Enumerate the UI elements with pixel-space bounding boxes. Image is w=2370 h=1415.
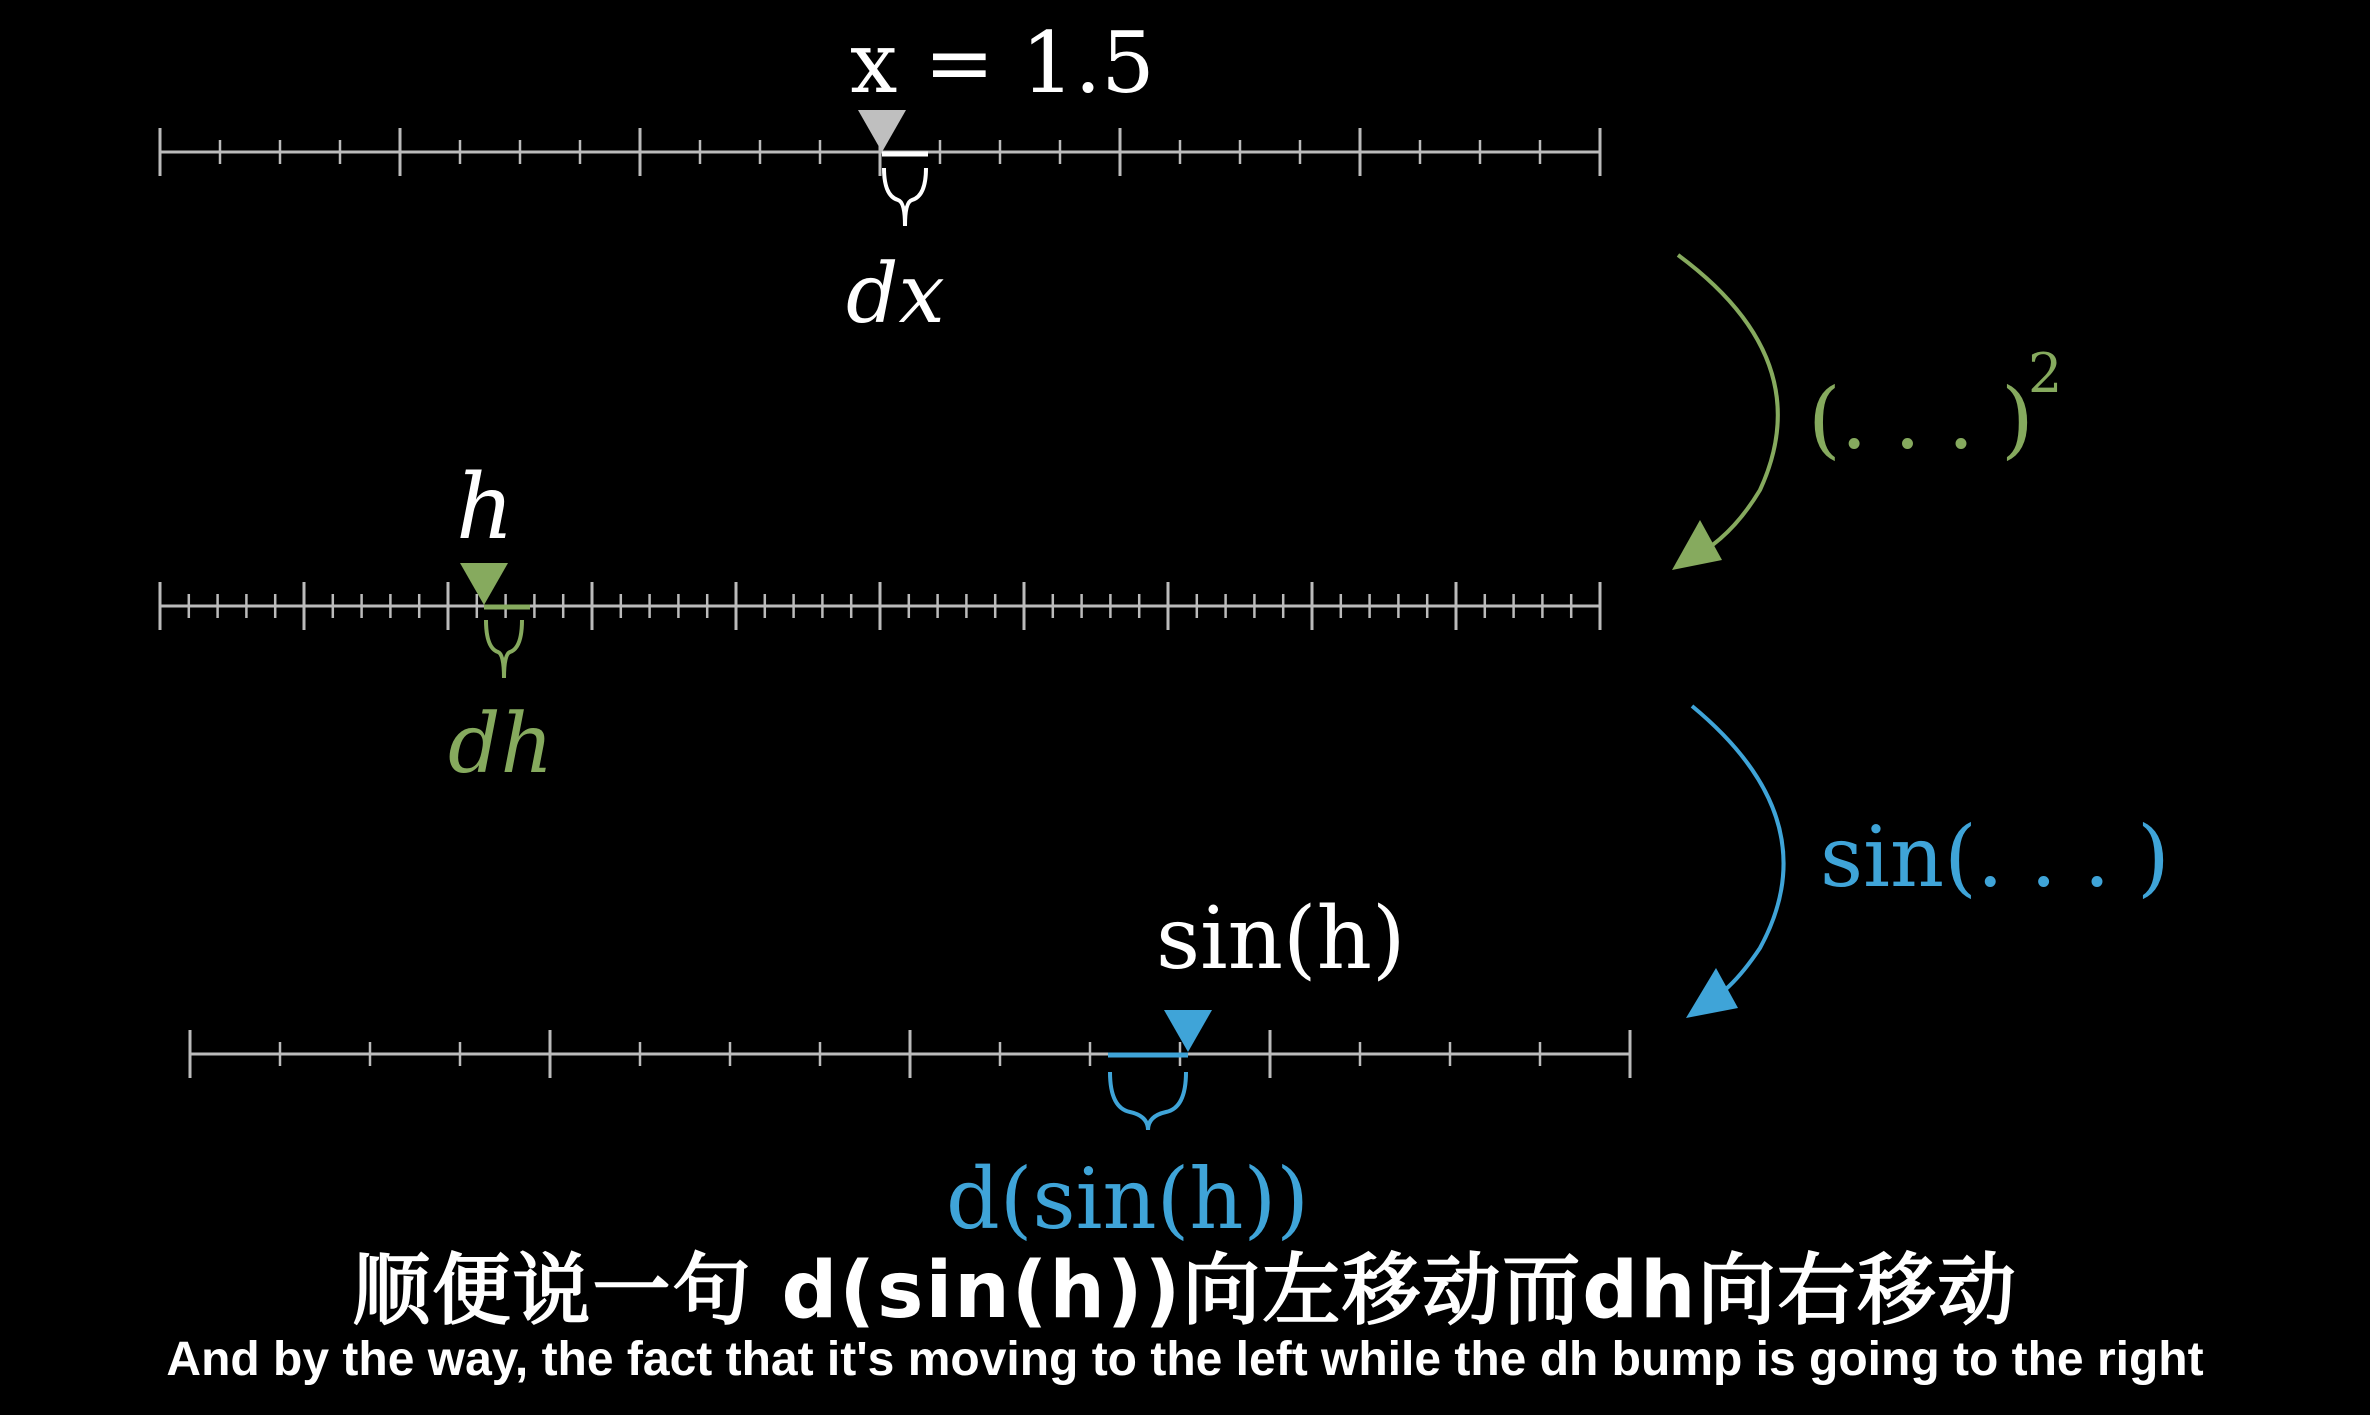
h-marker-triangle xyxy=(460,563,508,605)
sin-marker-triangle xyxy=(1164,1010,1212,1052)
dh-brace xyxy=(486,620,522,678)
sin-operation-label: sin(. . . ) xyxy=(1820,808,2170,906)
dx-brace xyxy=(884,168,926,226)
square-arrow-curve xyxy=(1678,255,1778,560)
h-label: h xyxy=(456,455,514,560)
sin-number-line xyxy=(190,1030,1630,1078)
dx-label: dx xyxy=(846,247,945,342)
dh-label: dh xyxy=(448,697,554,792)
sin-arrow-curve xyxy=(1692,706,1784,1005)
d-sin-h-label: d(sin(h)) xyxy=(946,1150,1310,1248)
h-number-line xyxy=(160,582,1600,630)
subtitle-english: And by the way, the fact that it's moving to the left while the dh bump is going to the right xyxy=(166,1333,2204,1386)
square-operation-label: (. . . ) xyxy=(1808,370,2034,468)
sin-arrow-head xyxy=(1686,968,1738,1018)
x-marker-triangle xyxy=(858,110,906,152)
square-exponent-label: 2 xyxy=(2028,342,2063,405)
sin-h-label: sin(h) xyxy=(1156,889,1406,989)
subtitle-chinese: 顺便说一句 d(sin(h))向左移动而dh向右移动 xyxy=(352,1246,2018,1336)
dsin-brace xyxy=(1110,1072,1186,1130)
x-value-label: x = 1.5 xyxy=(850,14,1155,112)
